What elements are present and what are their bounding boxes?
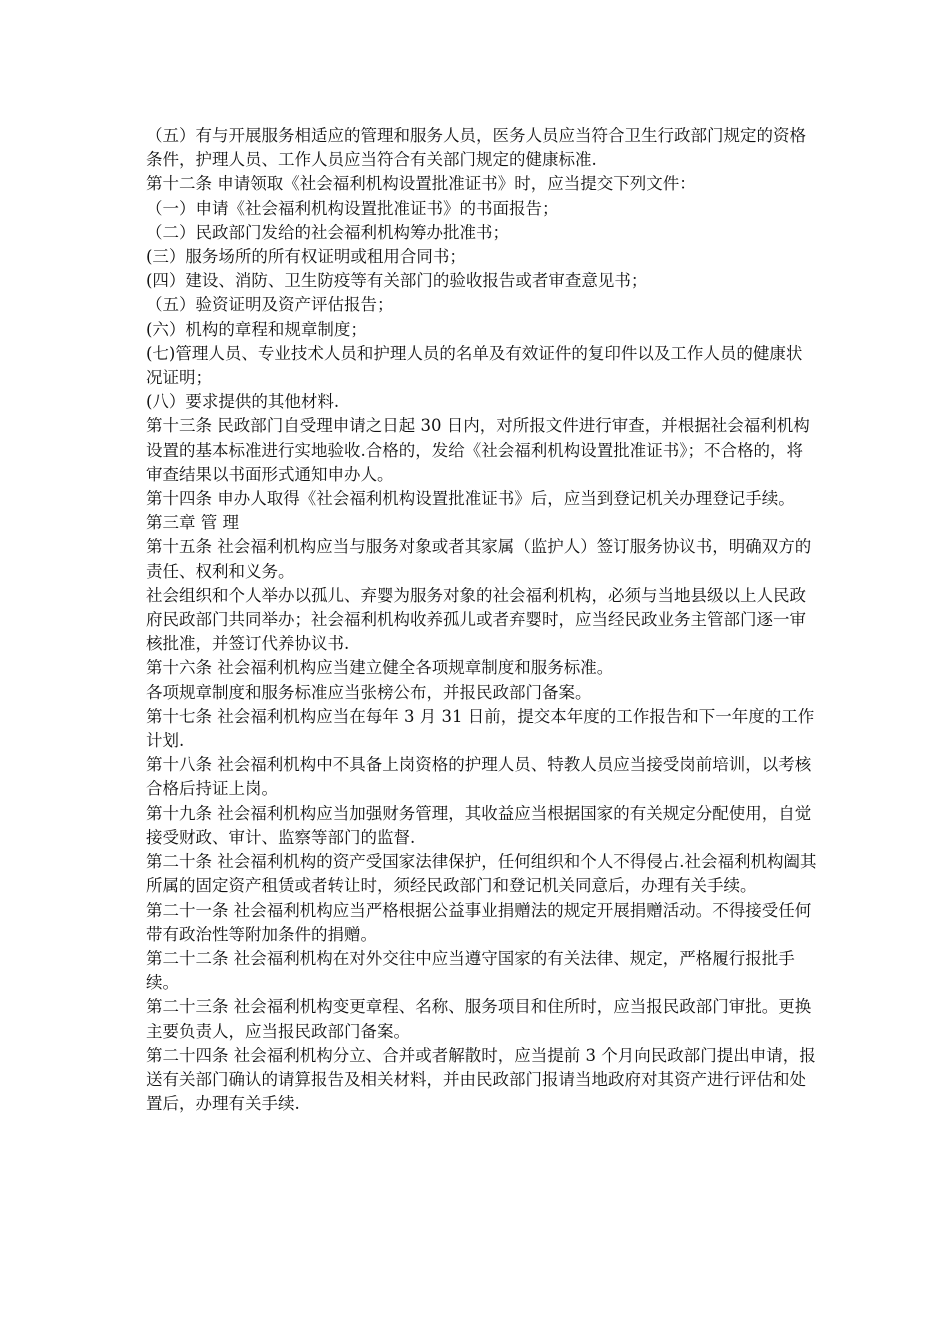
list-item-3: (三）服务场所的所有权证明或租用合同书； [146,247,466,267]
article-13: 第十三条 民政部门自受理申请之日起 30 日内，对所报文件进行审查，并根据社会福利机构设置的基本标准进行实地验收.合格的，发给《社会福利机构设置批准证书》；不合格的，将审查结果以书面形式通知申办人。 [146,416,810,484]
document-body [146,124,818,1116]
article-17: 第十七条 社会福利机构应当在每年 3 月 31 日前，提交本年度的工作报告和下一年度的工作计划. [146,706,815,751]
article-16-paragraph-2: 各项规章制度和服务标准应当张榜公布，并报民政部门备案。 [146,682,592,702]
article-23: 第二十三条 社会福利机构变更章程、名称、服务项目和住所时，应当报民政部门审批。更换主要负责人，应当报民政部门备案。 [146,997,812,1041]
list-item-4: (四）建设、消防、卫生防疫等有关部门的验收报告或者审查意见书； [146,271,648,291]
article-24: 第二十四条 社会福利机构分立、合并或者解散时，应当提前 3 个月向民政部门提出申请，报送有关部门确认的请算报告及相关材料，并由民政部门报请当地政府对其资产进行评估和处置后，办理有关手续. [146,1045,816,1114]
paragraph-item-5-staff: （五）有与开展服务相适应的管理和服务人员，医务人员应当符合卫生行政部门规定的资格条件，护理人员、工作人员应当符合有关部门规定的健康标准. [146,126,806,170]
list-item-7: (七)管理人员、专业技术人员和护理人员的名单及有效证件的复印件以及工作人员的健康状况证明； [146,343,803,388]
list-item-2: （二）民政部门发给的社会福利机构筹办批准书； [146,222,509,242]
article-15: 第十五条 社会福利机构应当与服务对象或者其家属（监护人）签订服务协议书，明确双方的责任、权利和义务。 [146,537,812,581]
article-14: 第十四条 申办人取得《社会福利机构设置批准证书》后，应当到登记机关办理登记手续。 [146,489,795,509]
article-18: 第十八条 社会福利机构中不具备上岗资格的护理人员、特教人员应当接受岗前培训，以考核合格后持证上岗。 [146,755,812,799]
article-20: 第二十条 社会福利机构的资产受国家法律保护，任何组织和个人不得侵占.社会福利机构阖其所属的固定资产租赁或者转让时，须经民政部门和登记机关同意后，办理有关手续。 [146,852,817,896]
article-21: 第二十一条 社会福利机构应当严格根据公益事业捐赠法的规定开展捐赠活动。不得接受任何带有政治性等附加条件的捐赠。 [146,900,812,944]
article-15-paragraph-2: 社会组织和个人举办以孤儿、弃婴为服务对象的社会福利机构，必须与当地县级以上人民政府民政部门共同举办；社会福利机构收养孤儿或者弃婴时，应当经民政业务主管部门逐一审核批准，并签订代养协议书. [146,585,806,654]
chapter-3-heading: 第三章 管 理 [146,513,239,533]
article-22: 第二十二条 社会福利机构在对外交往中应当遵守国家的有关法律、规定，严格履行报批手续。 [146,948,795,993]
article-19: 第十九条 社会福利机构应当加强财务管理，其收益应当根据国家的有关规定分配使用，自觉接受财政、审计、监察等部门的监督. [146,803,812,847]
article-16: 第十六条 社会福利机构应当建立健全各项规章制度和服务标准。 [146,658,614,678]
list-item-8: (八）要求提供的其他材料. [146,392,340,412]
list-item-6: (六）机构的章程和规章制度； [146,319,367,339]
list-item-5: （五）验资证明及资产评估报告； [146,295,394,315]
list-item-1: （一）申请《社会福利机构设置批准证书》的书面报告； [146,198,559,218]
article-12-heading: 第十二条 申请领取《社会福利机构设置批准证书》时，应当提交下列文件： [146,174,696,194]
